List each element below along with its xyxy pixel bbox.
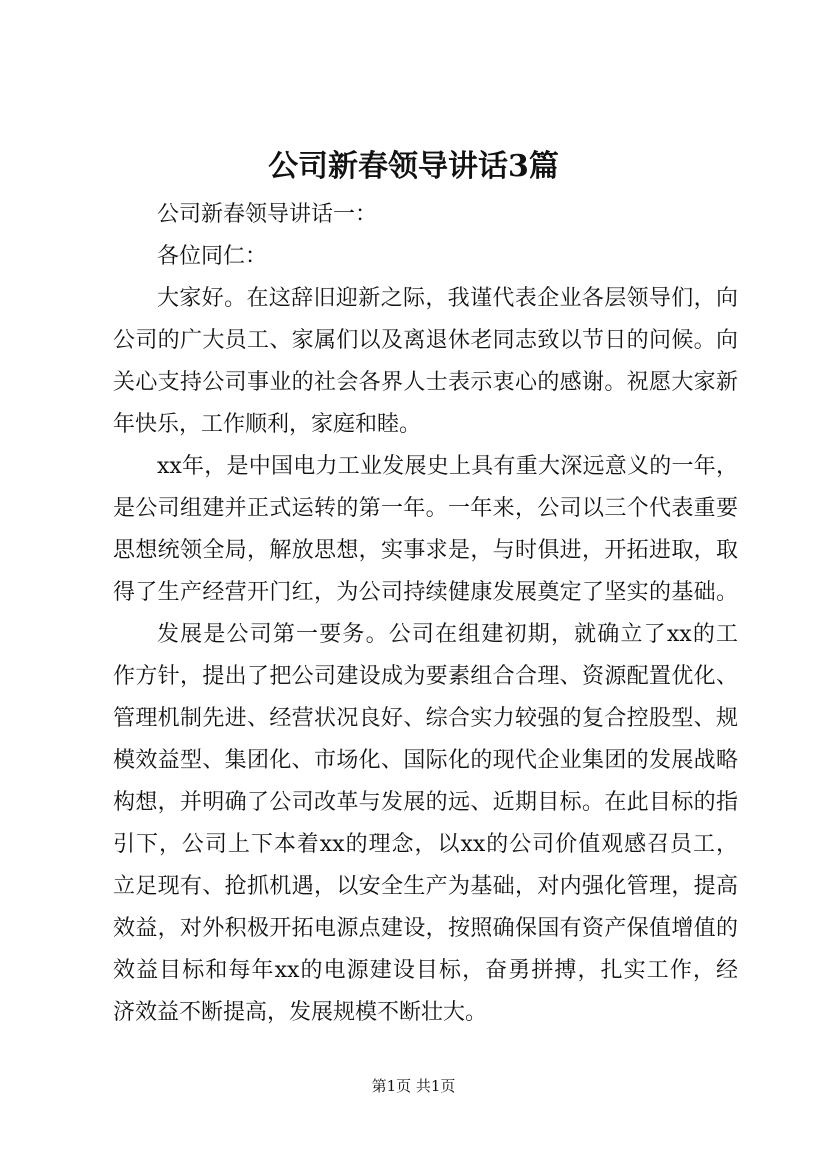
paragraph-line: 公司的广大员工、家属们以及离退休老同志致以节日的问候。向	[113, 328, 738, 353]
paragraph-line: 作方针，提出了把公司建设成为要素组合合理、资源配置优化、	[113, 664, 738, 689]
paragraph-greeting	[113, 278, 738, 446]
paragraph-line: 模效益型、集团化、市场化、国际化的现代企业集团的发展战略	[113, 748, 738, 773]
paragraph-line: 思想统领全局，解放思想，实事求是，与时俱进，开拓进取，取	[113, 538, 738, 563]
paragraph-line: 大家好。在这辞旧迎新之际，我谨代表企业各层领导们，向	[157, 286, 738, 311]
paragraph-line: 年快乐，工作顺利，家庭和睦。	[113, 412, 422, 437]
page-footer: 第1页 共1页	[371, 1077, 456, 1095]
paragraph-line: 效益，对外积极开拓电源点建设，按照确保国有资产保值增值的	[113, 916, 738, 941]
paragraph-line: 是公司组建并正式运转的第一年。一年来，公司以三个代表重要	[113, 496, 738, 521]
document-title: 公司新春领导讲话3篇	[268, 149, 559, 184]
salutation: 各位同仁：	[157, 244, 268, 269]
paragraph-line: 管理机制先进、经营状况良好、综合实力较强的复合控股型、规	[113, 706, 738, 731]
paragraph-line: 引下，公司上下本着xx的理念，以xx的公司价值观感召员工，	[113, 832, 738, 857]
paragraph-line: 立足现有、抢抓机遇，以安全生产为基础，对内强化管理，提高	[113, 874, 738, 899]
paragraph-line: 济效益不断提高，发展规模不断壮大。	[113, 1000, 488, 1025]
paragraph-line: 关心支持公司事业的社会各界人士表示衷心的感谢。祝愿大家新	[113, 370, 738, 395]
paragraph-development	[113, 614, 738, 1034]
paragraph-line: xx年，是中国电力工业发展史上具有重大深远意义的一年，	[157, 454, 738, 479]
paragraph-line: 发展是公司第一要务。公司在组建初期，就确立了xx的工	[157, 622, 738, 647]
section-heading: 公司新春领导讲话一：	[157, 202, 378, 227]
paragraph-year-review	[113, 446, 738, 614]
paragraph-line: 构想，并明确了公司改革与发展的远、近期目标。在此目标的指	[113, 790, 738, 815]
document-body	[113, 194, 738, 1034]
paragraph-line: 得了生产经营开门红，为公司持续健康发展奠定了坚实的基础。	[113, 580, 738, 605]
paragraph-line: 效益目标和每年xx的电源建设目标，奋勇拼搏，扎实工作，经	[113, 958, 738, 983]
